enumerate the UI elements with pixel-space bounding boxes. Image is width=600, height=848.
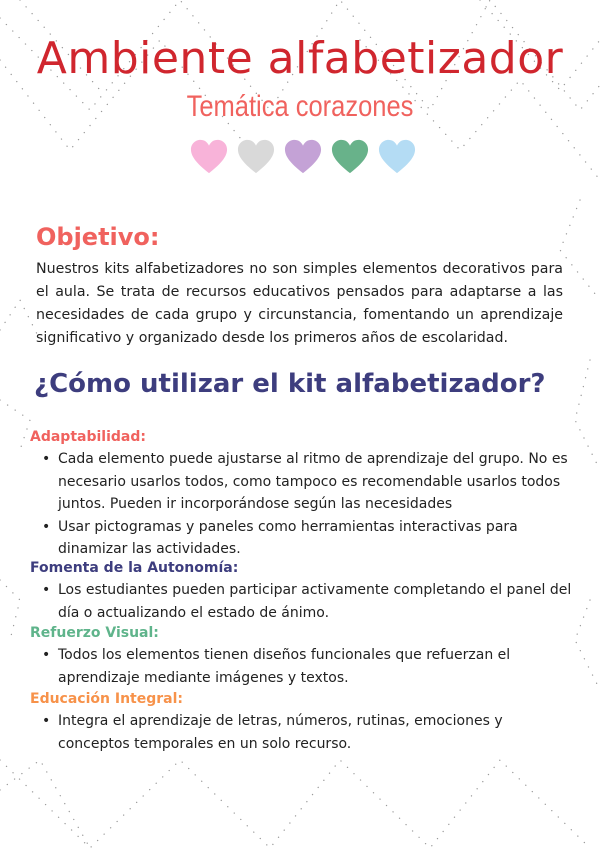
bullet-list: [30, 448, 575, 561]
list-item: • Cada elemento puede ajustarse al ritmo de aprendizaje del grupo. No es necesario usarlos todos, como tampoco es recomendable usarlos todos juntos. Pueden ir incorporándose según las necesidades: [58, 448, 575, 516]
list-item: • Los estudiantes pueden participar activamente completando el panel del día o actualizando el estado de ánimo.: [58, 579, 575, 624]
gray-heart-icon: [237, 139, 275, 175]
section-heading: Fomenta de la Autonomía:: [30, 560, 239, 576]
list-item: • Integra el aprendizaje de letras, números, rutinas, emociones y conceptos temporales en un solo recurso.: [58, 710, 575, 755]
list-item: • Todos los elementos tienen diseños funcionales que refuerzan el aprendizaje mediante imágenes y textos.: [58, 644, 575, 689]
section-autonomia: [30, 557, 575, 624]
list-item: • Usar pictogramas y paneles como herramientas interactivas para dinamizar las actividades.: [58, 516, 575, 561]
bullet-list: [30, 579, 575, 624]
bullet-list: [30, 644, 575, 689]
section-adaptabilidad: [30, 426, 575, 561]
bullet-list: [30, 710, 575, 755]
page-subtitle: Temática corazones: [186, 90, 414, 123]
page-title: Ambiente alfabetizador: [36, 33, 564, 84]
pink-heart-icon: [190, 139, 228, 175]
light-blue-heart-icon: [378, 139, 416, 175]
section-heading: Refuerzo Visual:: [30, 625, 159, 641]
section-educacion-integral: [30, 688, 575, 755]
objective-heading: Objetivo:: [36, 223, 160, 251]
hearts-row: [190, 139, 420, 179]
section-refuerzo-visual: [30, 622, 575, 689]
objective-paragraph: Nuestros kits alfabetizadores no son simples elementos decorativos para el aula. Se trata de recursos educativos pensados para adaptarse a las necesidades de cada grupo y circunstancia, fomentando un aprendizaje significativo y organizado desde los primeros años de escolaridad.: [36, 261, 563, 346]
section-heading: Educación Integral:: [30, 691, 183, 707]
green-heart-icon: [331, 139, 369, 175]
how-to-heading: ¿Cómo utilizar el kit alfabetizador?: [34, 369, 546, 399]
section-heading: Adaptabilidad:: [30, 429, 146, 445]
purple-heart-icon: [284, 139, 322, 175]
